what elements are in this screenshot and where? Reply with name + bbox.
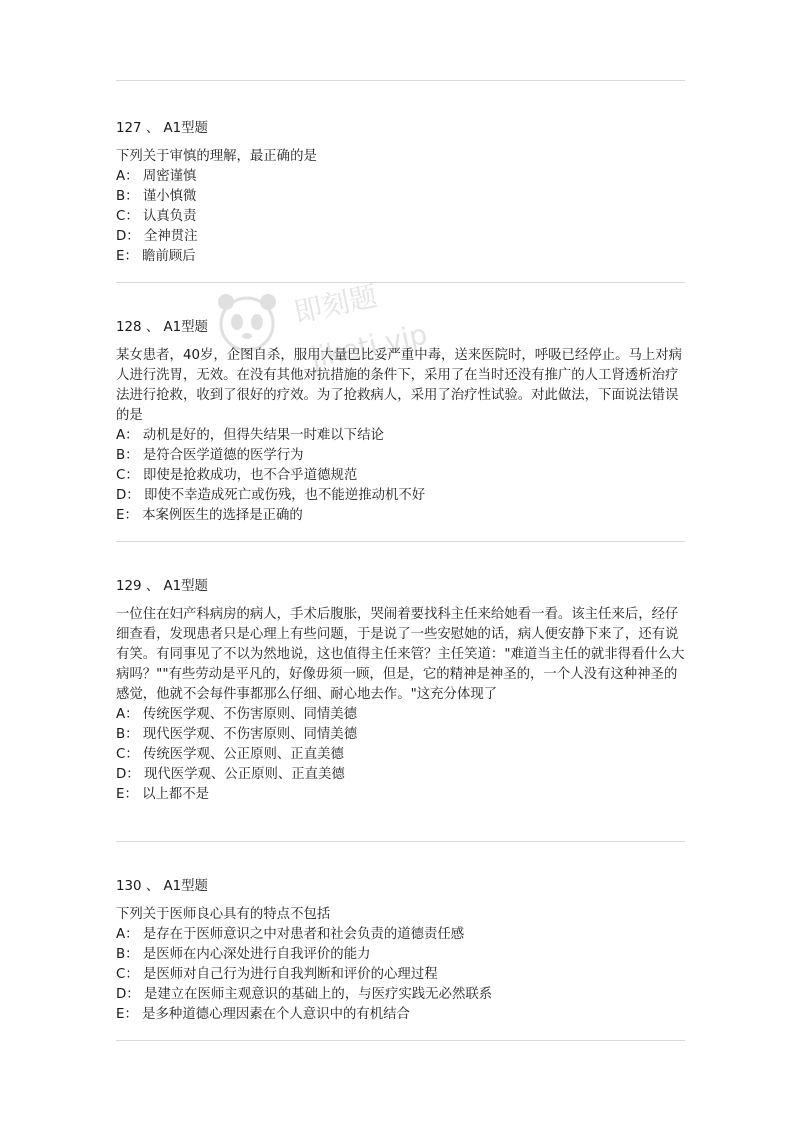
separator-rule (116, 80, 685, 81)
option-letter: D： (116, 767, 140, 782)
option-text: 即使是抢救成功，也不合乎道德规范 (143, 468, 358, 483)
option-text: 周密谨慎 (142, 169, 197, 184)
option-letter: E： (116, 1007, 138, 1022)
option-c (116, 466, 688, 486)
question-header: 127 、 A1型题 (116, 121, 208, 136)
question-header: 128 、 A1型题 (116, 320, 208, 335)
option-d (116, 486, 688, 506)
option-letter: C： (116, 967, 139, 982)
option-text: 认真负责 (143, 209, 197, 224)
option-c (116, 745, 688, 765)
option-c (116, 965, 688, 985)
option-a (116, 925, 688, 945)
option-text: 瞻前顾后 (142, 249, 196, 264)
option-text: 传统医学观、不伤害原则、同情美德 (142, 707, 358, 722)
option-b (116, 187, 688, 207)
option-text: 传统医学观、公正原则、正直美德 (143, 747, 344, 762)
option-d (116, 227, 688, 247)
option-letter: C： (116, 747, 139, 762)
option-e (116, 1005, 688, 1025)
question-129 (116, 577, 688, 805)
option-text: 是多种道德心理因素在个人意识中的有机结合 (142, 1007, 410, 1022)
option-e (116, 785, 688, 805)
option-letter: C： (116, 209, 139, 224)
separator-rule (116, 541, 685, 542)
question-header: 130 、 A1型题 (116, 879, 208, 894)
option-letter: B： (116, 448, 139, 463)
question-stem: 某女患者，40岁，企图自杀，服用大量巴比妥严重中毒，送来医院时，呼吸已经停止。马上对病人进行洗胃，无效。在没有其他对抗措施的条件下，采用了在当时还没有推广的人工肾透析治疗法进行抢救，收到了很好的疗效。为了抢救病人，采用了治疗性试验。对此做法，下面说法错误的是 (116, 348, 683, 423)
watermark-text: 即刻题 (291, 279, 381, 330)
option-text: 即使不幸造成死亡或伤残，也不能逆推动机不好 (143, 488, 426, 503)
option-letter: D： (116, 987, 140, 1002)
option-a (116, 426, 688, 446)
option-e (116, 506, 688, 526)
option-b (116, 446, 688, 466)
watermark-subtext: jiketi.vip (308, 317, 431, 375)
option-text: 是医师对自己行为进行自我判断和评价的心理过程 (143, 967, 438, 982)
option-text: 动机是好的，但得失结果一时难以下结论 (142, 428, 384, 443)
separator-rule (116, 1040, 685, 1041)
option-text: 是符合医学道德的医学行为 (142, 448, 304, 463)
question-stem: 下列关于审慎的理解，最正确的是 (116, 149, 317, 164)
option-text: 本案例医生的选择是正确的 (142, 508, 303, 523)
option-a (116, 705, 688, 725)
option-letter: A： (116, 169, 139, 184)
option-text: 是建立在医师主观意识的基础上的，与医疗实践无必然联系 (143, 987, 493, 1002)
option-letter: A： (116, 707, 139, 722)
option-letter: D： (116, 488, 140, 503)
question-130 (116, 877, 688, 1025)
option-e (116, 247, 688, 267)
option-letter: E： (116, 787, 138, 802)
option-d (116, 985, 688, 1005)
question-header: 129 、 A1型题 (116, 579, 208, 594)
option-letter: C： (116, 468, 139, 483)
question-128 (116, 318, 688, 526)
option-d (116, 765, 688, 785)
option-a (116, 167, 688, 187)
option-text: 以上都不是 (142, 787, 210, 802)
separator-rule (116, 841, 685, 842)
option-letter: A： (116, 428, 139, 443)
option-letter: A： (116, 927, 139, 942)
option-letter: B： (116, 947, 139, 962)
option-b (116, 945, 688, 965)
option-text: 现代医学观、公正原则、正直美德 (143, 767, 345, 782)
question-stem: 下列关于医师良心具有的特点不包括 (116, 907, 331, 922)
option-text: 全神贯注 (143, 229, 198, 244)
separator-rule (116, 282, 685, 283)
option-text: 谨小慎微 (142, 189, 197, 204)
option-letter: B： (116, 727, 139, 742)
option-letter: E： (116, 249, 138, 264)
option-letter: B： (116, 189, 139, 204)
option-text: 是医师在内心深处进行自我评价的能力 (142, 947, 371, 962)
option-b (116, 725, 688, 745)
question-stem: 一位住在妇产科病房的病人，手术后腹胀，哭闹着要找科主任来给她看一看。该主任来后，经仔细查看，发现患者只是心理上有些问题，于是说了一些安慰她的话，病人便安静下来了，还有说有笑。有同事见了不以为然地说，这也值得主任来管？主任笑道："难道当主任的就非得看什么大病吗？""有些劳动是平凡的，好像毋须一顾，但是，它的精神是神圣的，一个人没有这种神圣的感觉，他就不会每件事都那么仔细、耐心地去作。"这充分体现了 (116, 607, 685, 702)
option-text: 现代医学观、不伤害原则、同情美德 (142, 727, 358, 742)
option-letter: D： (116, 229, 140, 244)
option-letter: E： (116, 508, 138, 523)
option-c (116, 207, 688, 227)
option-text: 是存在于医师意识之中对患者和社会负责的道德责任感 (142, 927, 465, 942)
question-127 (116, 119, 688, 267)
